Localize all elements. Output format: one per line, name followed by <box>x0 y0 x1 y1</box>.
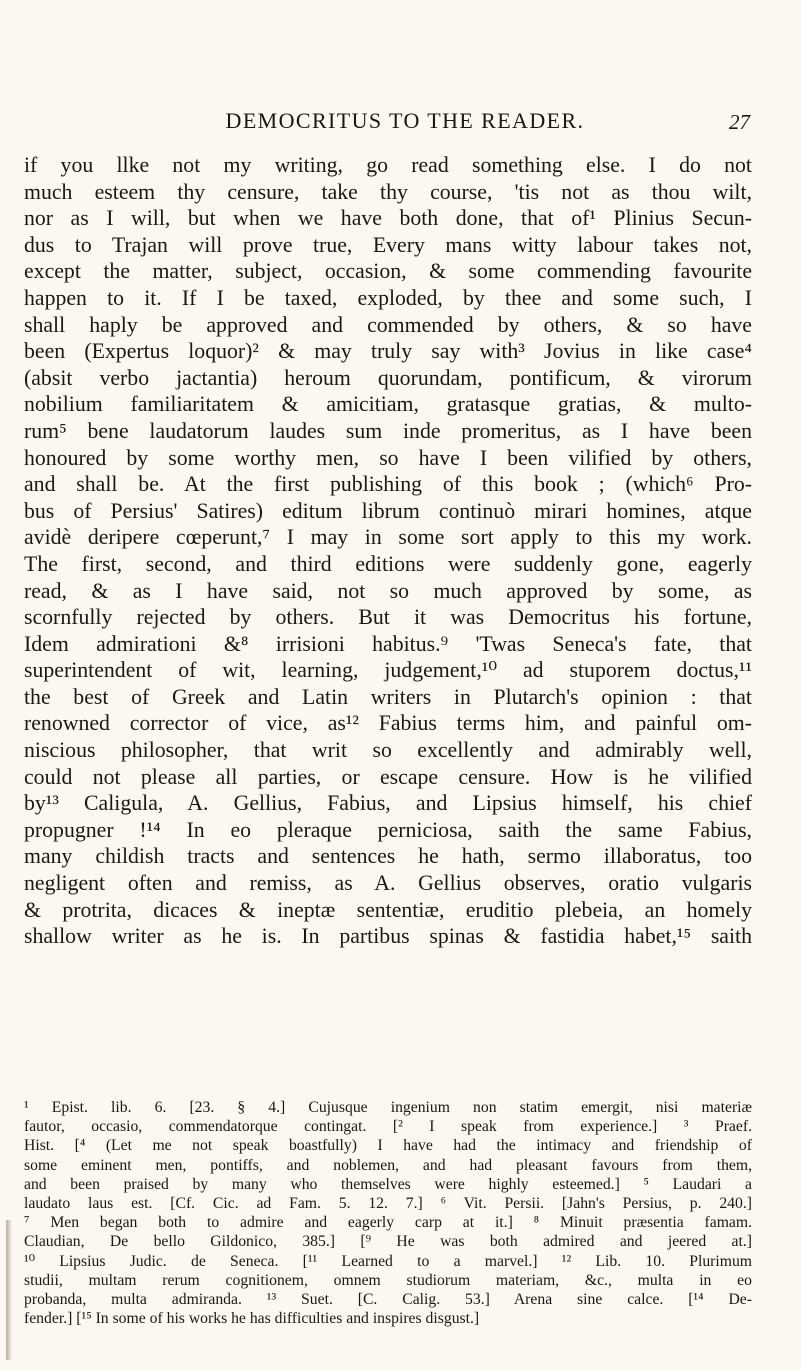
body-line <box>24 152 752 179</box>
body-line-text: Idem admirationi &⁸ irrisioni habitus.⁹ 'Twas Seneca's fate, that <box>24 631 752 656</box>
body-line <box>24 870 752 897</box>
body-line <box>24 498 752 525</box>
body-line-text: niscious philosopher, that writ so excellently and admirably well, <box>24 738 752 763</box>
footnote-line: laudato laus est. [Cf. Cic. ad Fam. 5. 12. 7.] ⁶ Vit. Persii. [Jahn's Persius, p. 240.] <box>24 1194 752 1212</box>
body-line <box>24 923 752 950</box>
footnote-line: ¹ Epist. lib. 6. [23. § 4.] Cujusque ingenium non statim emergit, nisi materiæ <box>24 1099 752 1116</box>
body-line <box>24 205 752 232</box>
body-line <box>24 524 752 551</box>
body-line <box>24 737 752 764</box>
body-line-text: happen to it. If I be taxed, exploded, by thee and some such, I <box>24 285 752 310</box>
body-line <box>24 817 752 844</box>
body-line-text: avidè deripere cœperunt,⁷ I may in some sort apply to this my work. <box>24 525 752 550</box>
body-line <box>24 631 752 658</box>
body-line <box>24 365 752 392</box>
body-line-text: negligent often and remiss, as A. Gellius observes, oratio vulgaris <box>24 871 752 896</box>
body-line <box>24 232 752 259</box>
running-title: DEMOCRITUS TO THE READER. <box>225 108 585 133</box>
body-line-text: except the matter, subject, occasion, & some commending favourite <box>24 259 752 284</box>
body-line <box>24 684 752 711</box>
body-line-text: read, & as I have said, not so much approved by some, as <box>24 578 752 603</box>
body-line <box>24 897 752 924</box>
footnote-line: fender.] [¹⁵ In some of his works he has difficulties and inspires disgust.] <box>24 1310 480 1328</box>
body-line-text: The first, second, and third editions were suddenly gone, eagerly <box>24 551 752 576</box>
body-line-text: rum⁵ bene laudatorum laudes sum inde promeritus, as I have been <box>24 418 752 443</box>
body-line-text: honoured by some worthy men, so have I been vilified by others, <box>24 445 752 470</box>
footnotes <box>24 1098 752 1328</box>
body-line-text: the best of Greek and Latin writers in Plutarch's opinion : that <box>24 684 752 709</box>
footnote-line: probanda, multa admiranda. ¹³ Suet. [C. Calig. 53.] Arena sine calce. [¹⁴ De- <box>24 1290 752 1308</box>
body-line-text: and shall be. At the first publishing of this book ; (which⁶ Pro- <box>24 472 752 497</box>
body-line-text: scornfully rejected by others. But it was Democritus his fortune, <box>24 605 752 630</box>
body-line-text: nor as I will, but when we have both done, that of¹ Plinius Secun- <box>24 206 752 231</box>
body-line-text: shall haply be approved and commended by others, & so have <box>24 312 752 337</box>
body-line-text: many childish tracts and sentences he hath, sermo illaboratus, too <box>24 844 752 869</box>
body-line <box>24 258 752 285</box>
body-line <box>24 179 752 206</box>
page-edge-shadow <box>6 1220 12 1360</box>
body-line <box>24 604 752 631</box>
body-line <box>24 418 752 445</box>
footnote-line: Claudian, De bello Gildonico, 385.] [⁹ He was both admired and jeered at.] <box>24 1233 752 1251</box>
body-line <box>24 790 752 817</box>
page-number: 27 <box>729 110 750 134</box>
running-header <box>60 108 750 142</box>
body-line-text: by¹³ Caligula, A. Gellius, Fabius, and Lipsius himself, his chief <box>24 791 752 816</box>
body-line <box>24 843 752 870</box>
body-line-text: been (Expertus loquor)² & may truly say with³ Jovius in like case⁴ <box>24 339 752 364</box>
body-line-text: could not please all parties, or escape censure. How is he vilified <box>24 764 752 789</box>
body-line <box>24 285 752 312</box>
body-line <box>24 578 752 605</box>
body-line-text: nobilium familiaritatem & amicitiam, gratasque gratias, & multo- <box>24 392 752 417</box>
footnote-line: ¹⁰ Lipsius Judic. de Seneca. [¹¹ Learned to a marvel.] ¹² Lib. 10. Plurimum <box>24 1252 752 1270</box>
body-line-text: (absit verbo jactantia) heroum quorundam, pontificum, & virorum <box>24 365 752 390</box>
body-line <box>24 445 752 472</box>
body-line <box>24 471 752 498</box>
footnote-line: studii, multam rerum cognitionem, omnem studiorum materiam, &c., multa in eo <box>24 1271 752 1289</box>
body-line-text: propugner !¹⁴ In eo pleraque perniciosa, saith the same Fabius, <box>24 817 752 842</box>
body-line <box>24 710 752 737</box>
body-line-text: if you llke not my writing, go read something else. I do not <box>24 153 752 177</box>
body-line <box>24 338 752 365</box>
footnote-line: Hist. [⁴ (Let me not speak boastfully) I have had the intimacy and friendship of <box>24 1137 752 1155</box>
body-line <box>24 551 752 578</box>
body-line <box>24 764 752 791</box>
footnote-line: and been praised by many who themselves were highly esteemed.] ⁵ Laudari a <box>24 1175 752 1193</box>
body-line <box>24 391 752 418</box>
body-line <box>24 312 752 339</box>
body-line-text: dus to Trajan will prove true, Every mans witty labour takes not, <box>24 232 752 257</box>
body-text <box>24 152 752 950</box>
footnote-line: some eminent men, pontiffs, and noblemen, and had pleasant favours from them, <box>24 1156 752 1174</box>
body-line-text: much esteem thy censure, take thy course, 'tis not as thou wilt, <box>24 179 752 204</box>
body-line <box>24 657 752 684</box>
footnote-line: fautor, occasio, commendatorque contingat. [² I speak from experience.] ³ Praef. <box>24 1118 752 1136</box>
body-line-text: & protrita, dicaces & ineptæ sententiæ, eruditio plebeia, an homely <box>24 897 752 922</box>
body-line-text: superintendent of wit, learning, judgement,¹⁰ ad stuporem doctus,¹¹ <box>24 658 752 683</box>
body-line-text: shallow writer as he is. In partibus spinas & fastidia habet,¹⁵ saith <box>24 924 752 949</box>
body-line-text: renowned corrector of vice, as¹² Fabius terms him, and painful om- <box>24 711 752 736</box>
footnote-line: ⁷ Men began both to admire and eagerly carp at it.] ⁸ Minuit præsentia famam. <box>24 1214 752 1232</box>
body-line-text: bus of Persius' Satires) editum librum continuò mirari homines, atque <box>24 498 752 523</box>
